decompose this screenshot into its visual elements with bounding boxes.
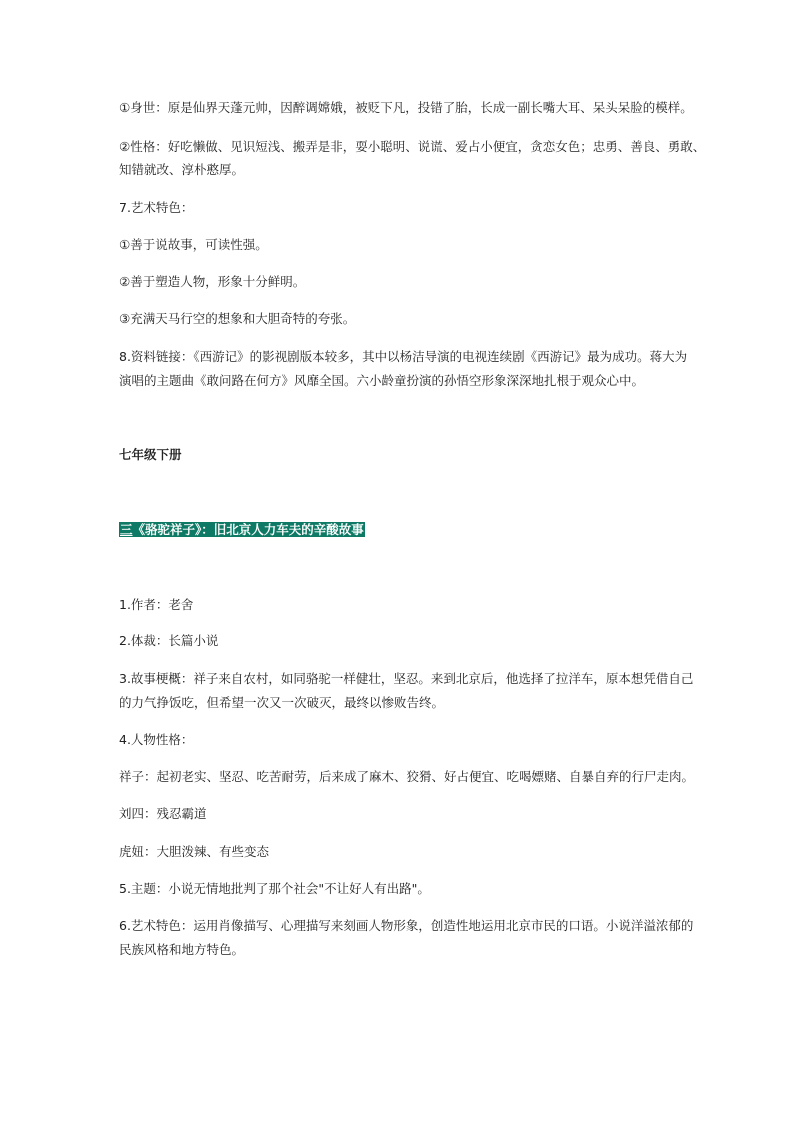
zhubajie-personality-line1: ②性格：好吃懒做、见识短浅、搬弄是非，耍小聪明、说谎、爱占小便宜，贪恋女色；忠勇、善良、勇敢、 (119, 139, 706, 154)
characters-heading: 4.人物性格： (119, 732, 194, 747)
theme-line: 5.主题：小说无情地批判了那个社会"不让好人有出路"。 (119, 881, 430, 896)
author-line: 1.作者：老舍 (119, 597, 194, 612)
section-heading (119, 522, 365, 538)
art-line1: 6.艺术特色：运用肖像描写、心理描写来刻画人物形象，创造性地运用北京市民的口语。小说洋溢浓郁的 (119, 918, 694, 933)
zhubajie-identity: ①身世：原是仙界天蓬元帅，因醉调嫦娥，被贬下凡，投错了胎，长成一副长嘴大耳、呆头呆脸的模样。 (119, 100, 693, 115)
resource-link-line1: 8.资料链接：《西游记》的影视剧版本较多，其中以杨洁导演的电视连续剧《西游记》最为成功。蒋大为 (119, 349, 688, 364)
art-feature-2: ②善于塑造人物，形象十分鲜明。 (119, 274, 306, 289)
grade-heading: 七年级下册 (119, 447, 182, 462)
character-xiangzi: 祥子：起初老实、坚忍、吃苦耐劳，后来成了麻木、狡猾、好占便宜、吃喝嫖赌、自暴自弃的行尸走肉。 (119, 769, 695, 784)
section-number: 三 (120, 522, 133, 537)
art-line2: 民族风格和地方特色。 (119, 942, 245, 957)
character-liusi: 刘四：残忍霸道 (119, 806, 207, 821)
summary-line2: 的力气挣饭吃，但希望一次又一次破灭，最终以惨败告终。 (119, 695, 445, 710)
section-heading-highlight (119, 522, 365, 537)
resource-link-line2: 演唱的主题曲《敢问路在何方》风靡全国。六小龄童扮演的孙悟空形象深深地扎根于观众心中。 (119, 373, 645, 388)
character-huniu: 虎妞：大胆泼辣、有些变态 (119, 844, 270, 859)
art-feature-1: ①善于说故事，可读性强。 (119, 237, 268, 252)
art-features-heading: 7.艺术特色： (119, 200, 194, 215)
art-feature-3: ③充满天马行空的想象和大胆奇特的夸张。 (119, 311, 356, 326)
genre-line: 2.体裁：长篇小说 (119, 633, 219, 648)
section-title: 《骆驼祥子》：旧北京人力车夫的辛酸故事 (132, 522, 364, 537)
summary-line1: 3.故事梗概：祥子来自农村，如同骆驼一样健壮，坚忍。来到北京后，他选择了拉洋车，原本想凭借自己 (119, 671, 694, 686)
zhubajie-personality-line2: 知错就改、淳朴憨厚。 (119, 162, 245, 177)
